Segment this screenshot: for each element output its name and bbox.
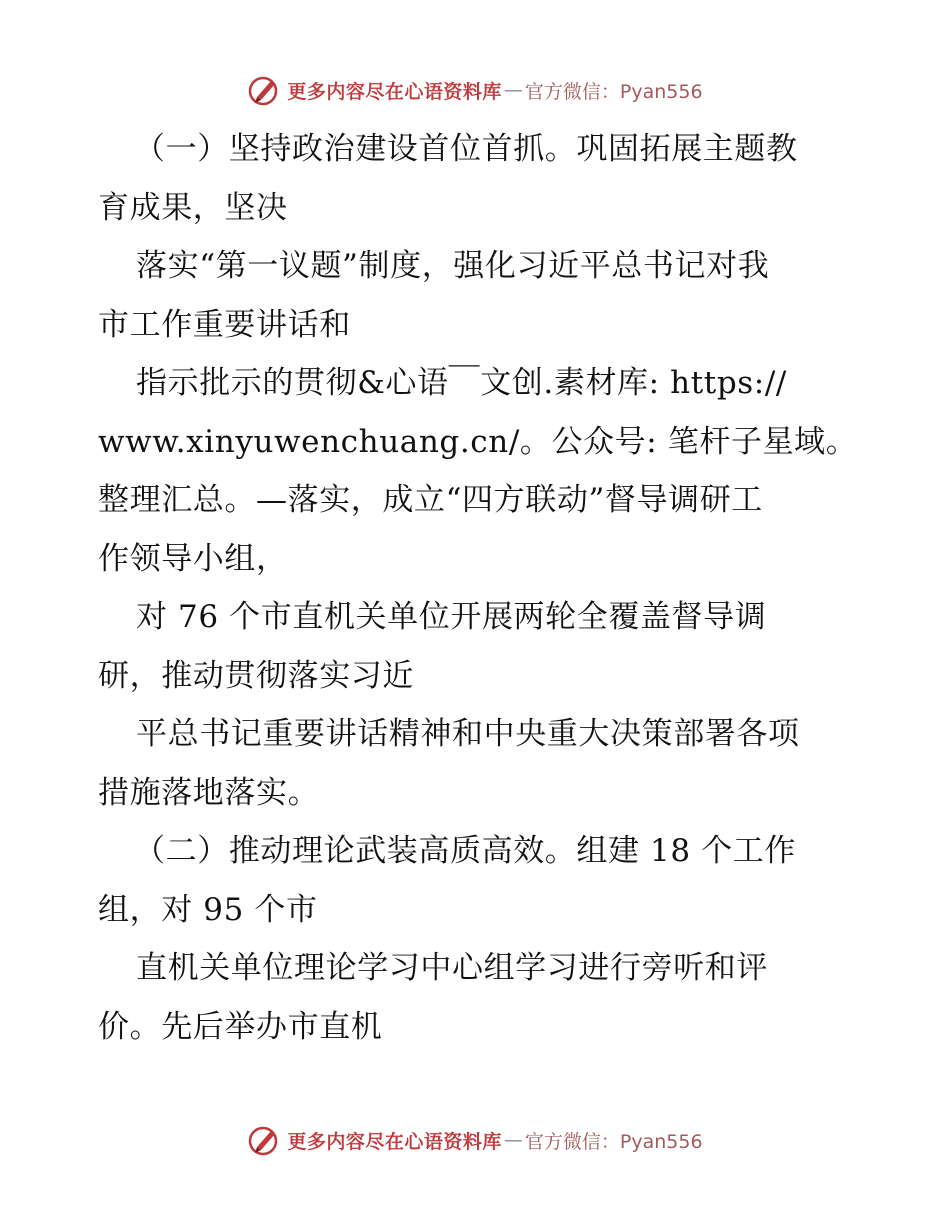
banner-wechat-id: 官方微信：Pyan556 xyxy=(524,80,703,103)
header-banner xyxy=(0,70,950,110)
text-line: 落实“第一议题”制度，强化习近平总书记对我 xyxy=(136,248,770,284)
banner-wechat-id: 官方微信：Pyan556 xyxy=(524,1130,703,1153)
pen-logo-icon xyxy=(247,1123,281,1157)
banner-separator: — xyxy=(503,79,523,101)
footer-banner xyxy=(0,1120,950,1160)
banner-title: 更多内容尽在心语资料库 xyxy=(287,1130,502,1153)
text-line: 对 76 个市直机关单位开展两轮全覆盖督导调 xyxy=(136,599,767,635)
text-line: 措施落地落实。 xyxy=(98,774,320,811)
pen-logo-icon xyxy=(247,73,281,107)
text-line: 直机关单位理论学习中心组学习进行旁听和评 xyxy=(136,950,768,986)
text-line: 研，推动贯彻落实习近 xyxy=(98,657,414,694)
text-line: 指示批示的贯彻&心语￣文创.素材库: https:// xyxy=(136,365,787,401)
text-line: 作领导小组， xyxy=(98,540,288,577)
banner-title: 更多内容尽在心语资料库 xyxy=(287,80,502,103)
text-line: 价。先后举办市直机 xyxy=(98,1008,383,1045)
text-line: 育成果，坚决 xyxy=(98,189,288,226)
text-line: www.xinyuwenchuang.cn/。公众号: 笔杆子星域。 xyxy=(98,423,858,460)
text-line: 平总书记重要讲话精神和中央重大决策部署各项 xyxy=(136,716,800,752)
text-line: （一）坚持政治建设首位首抓。巩固拓展主题教 xyxy=(134,131,798,167)
text-line: （二）推动理论武装高质高效。组建 18 个工作 xyxy=(134,833,796,869)
document-body xyxy=(98,120,858,1056)
text-line: 组，对 95 个市 xyxy=(98,891,318,928)
text-line: 整理汇总。—落实，成立“四方联动”督导调研工 xyxy=(98,482,763,518)
text-line: 市工作重要讲话和 xyxy=(98,306,351,343)
banner-separator: — xyxy=(503,1129,523,1151)
